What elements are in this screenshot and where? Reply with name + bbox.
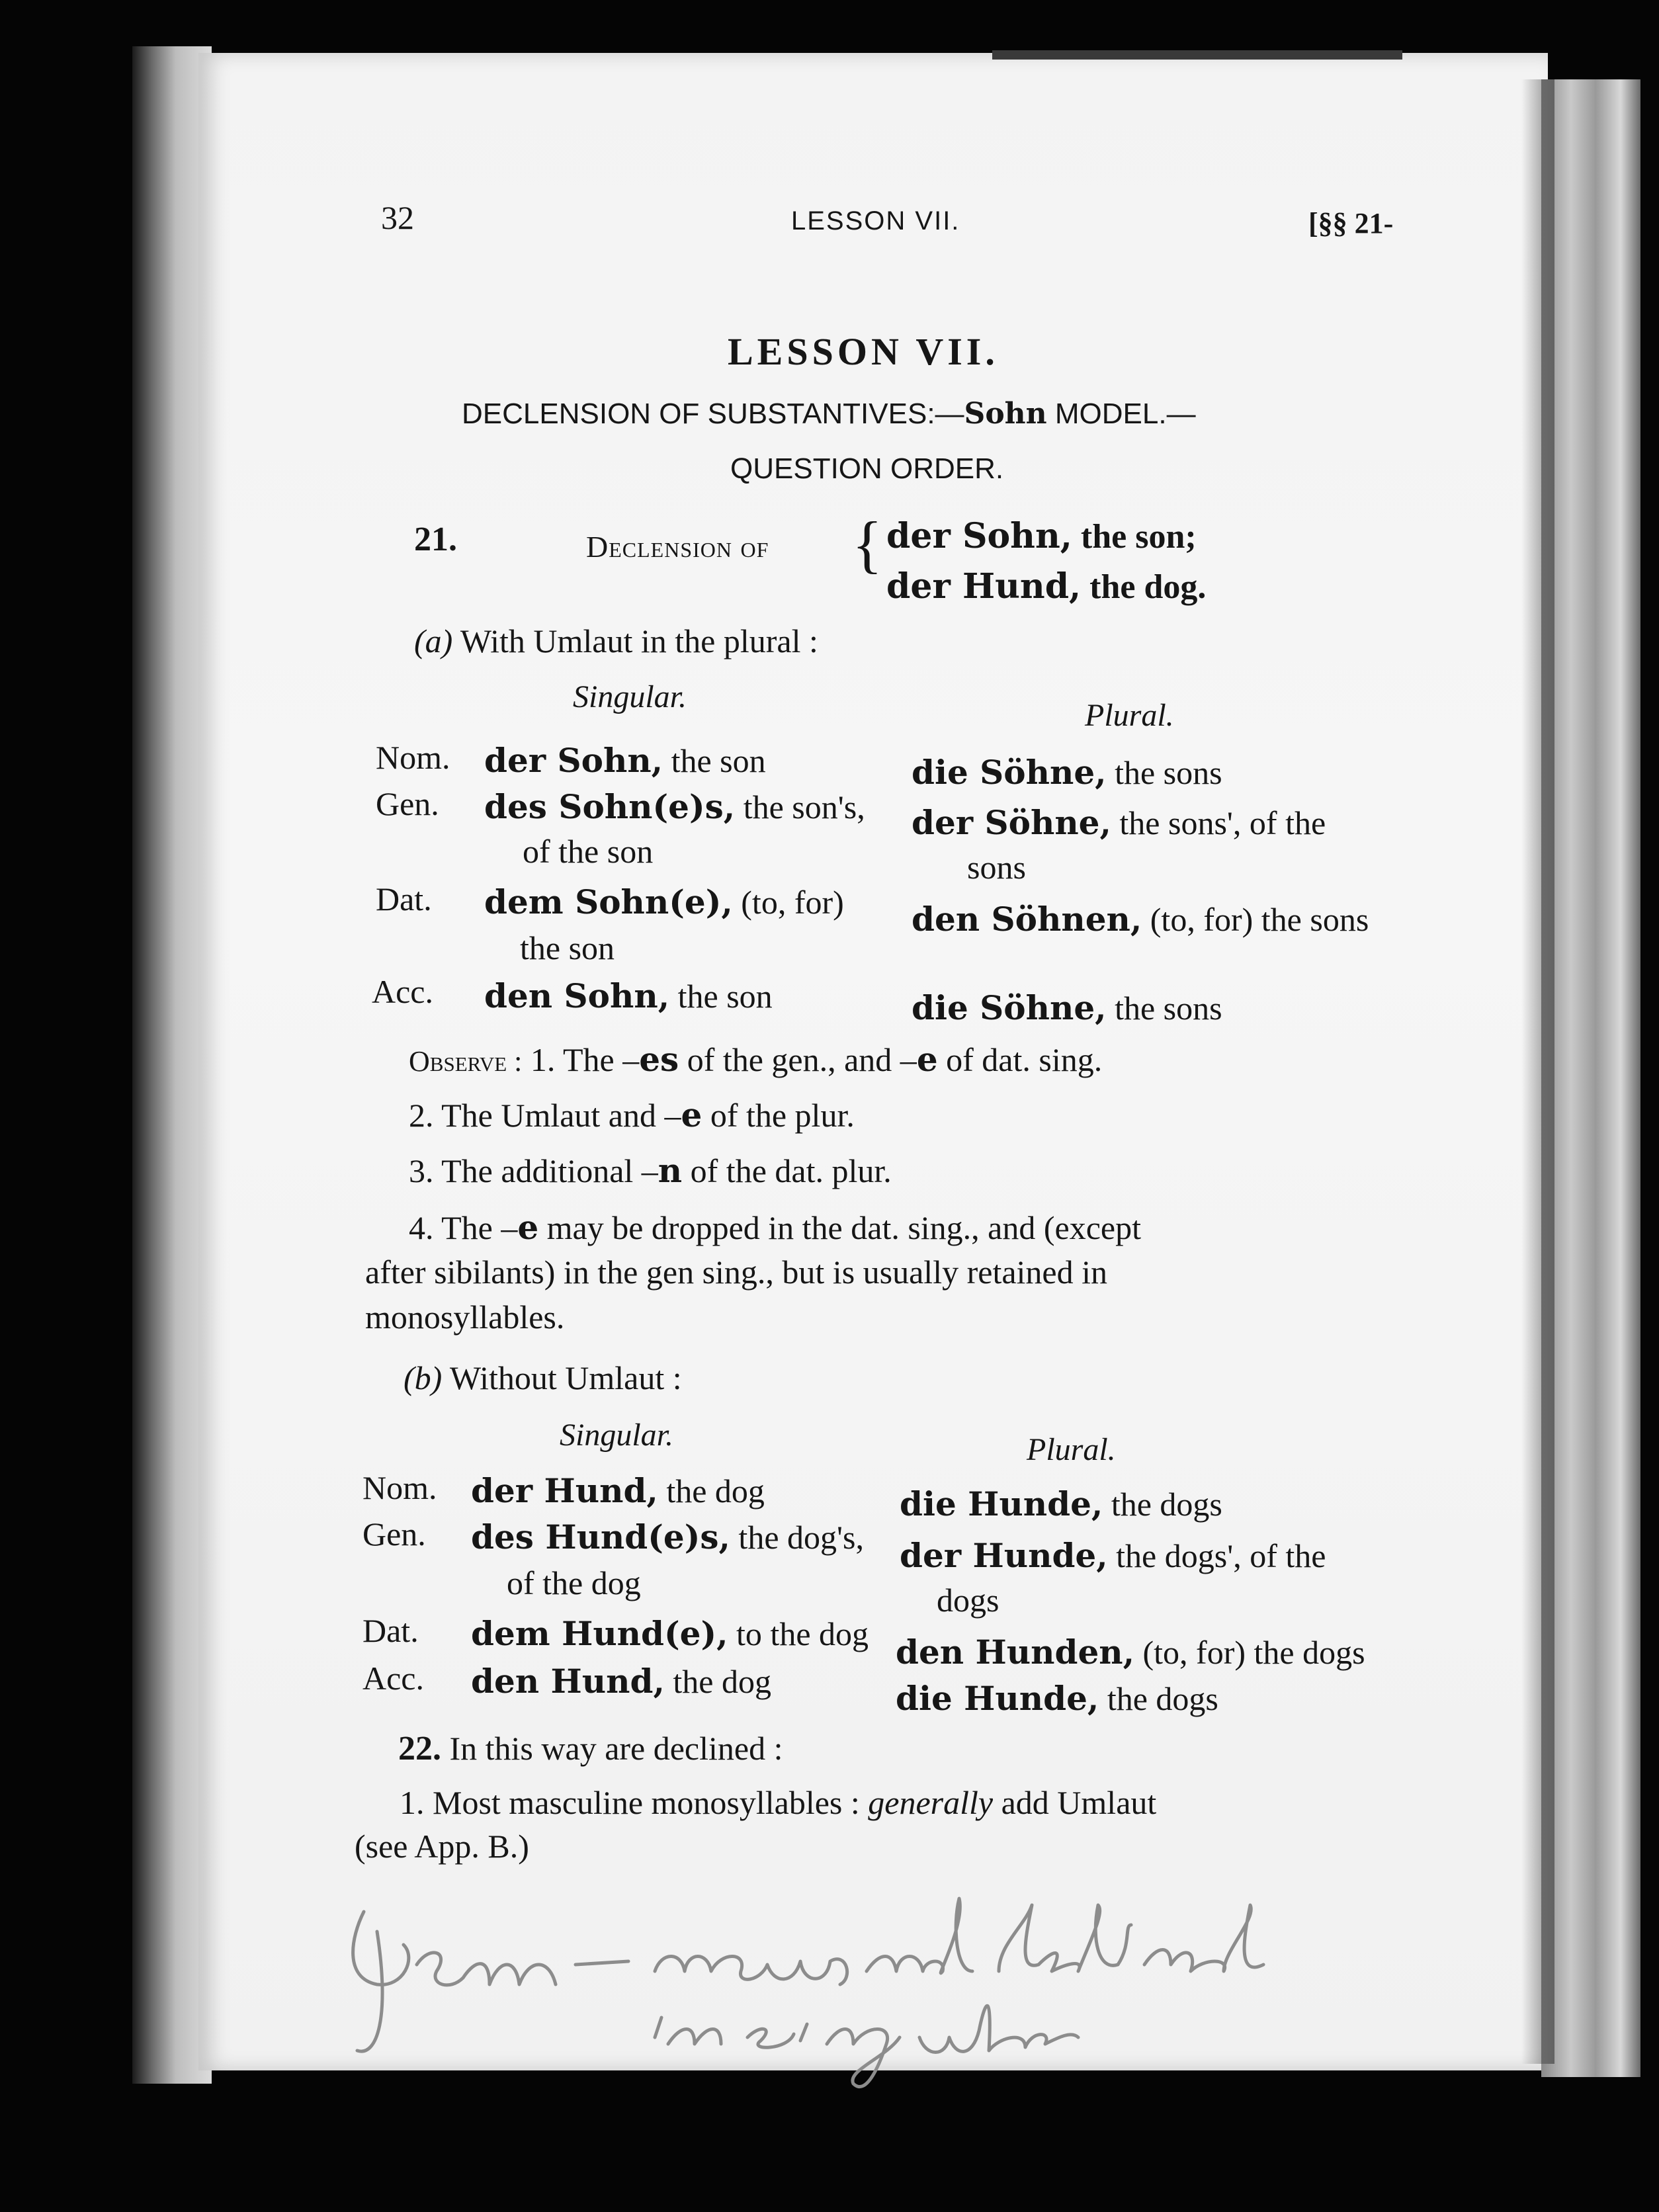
- sg-frak: den Sohn,: [484, 976, 670, 1015]
- section-22-item-1: [400, 1783, 1156, 1822]
- pl-text: the sons', of the: [1111, 804, 1326, 841]
- pl-frak: den Hunden,: [896, 1633, 1135, 1672]
- note-3-text-b: of the dat. plur.: [682, 1152, 892, 1189]
- section-22-text: In this way are declined :: [441, 1730, 783, 1767]
- sg-frak: dem Hund(e),: [471, 1614, 728, 1653]
- note-1-text-c: of dat. sing.: [937, 1041, 1103, 1078]
- section-22-item-1-line2: (see App. B.): [355, 1828, 529, 1865]
- part-a-singular-label: Singular.: [573, 679, 687, 714]
- observe-note-4-line2: after sibilants) in the gen sing., but is usually retained in: [365, 1254, 1107, 1291]
- item-1-text-a: 1. Most masculine monosyllables :: [400, 1784, 869, 1821]
- pl-frak: die Hunde,: [896, 1679, 1099, 1718]
- table-a-singular-cont: of the son: [523, 833, 654, 870]
- part-a-heading: [414, 622, 818, 660]
- text-the-son: the son;: [1072, 518, 1197, 556]
- table-a-case: Gen.: [376, 785, 439, 822]
- pl-text: the dogs: [1103, 1486, 1222, 1523]
- top-edge-shadow: [992, 50, 1402, 60]
- observe-note-4-line3: monosyllables.: [365, 1298, 565, 1336]
- table-b-case: Acc.: [362, 1660, 424, 1697]
- table-a-plural-cont: sons: [967, 849, 1026, 886]
- table-b-singular: [471, 1471, 765, 1510]
- part-b-heading: [404, 1359, 682, 1397]
- pl-frak: der Söhne,: [912, 803, 1111, 842]
- part-b-heading-text: Without Umlaut :: [442, 1359, 682, 1396]
- table-a-case: Nom.: [376, 739, 450, 776]
- note-1-text-a: 1. The –: [530, 1041, 640, 1078]
- table-a-singular: [484, 787, 865, 826]
- pl-text: (to, for) the dogs: [1134, 1634, 1365, 1671]
- page-number: 32: [381, 199, 414, 236]
- sg-frak: des Hund(e)s,: [471, 1517, 730, 1556]
- pl-frak: die Söhne,: [912, 988, 1107, 1027]
- observe-note-2: [409, 1095, 855, 1134]
- table-a-case: Acc.: [372, 973, 433, 1010]
- note-2-text-b: of the plur.: [702, 1097, 855, 1134]
- table-b-plural: [896, 1633, 1365, 1672]
- observe-label: Observe :: [409, 1045, 523, 1078]
- section-21-line1: [886, 516, 1197, 556]
- item-1-text-b: add Umlaut: [993, 1784, 1157, 1821]
- section-22: [398, 1729, 783, 1768]
- pl-text: the dogs: [1099, 1680, 1218, 1717]
- sg-text: the son: [663, 742, 766, 779]
- item-1-italic: generally: [868, 1784, 994, 1821]
- frak-der-hund: der Hund,: [886, 566, 1082, 607]
- sg-text: the dog: [664, 1663, 771, 1700]
- pl-text: the sons: [1106, 990, 1222, 1027]
- sg-frak: der Hund,: [471, 1471, 658, 1510]
- text-the-dog: the dog.: [1081, 568, 1207, 606]
- note-2-frak-e: e: [681, 1095, 702, 1134]
- table-a-plural: [912, 900, 1369, 939]
- subtitle-frak-word: Sohn: [964, 397, 1047, 431]
- table-b-plural: [900, 1484, 1222, 1523]
- running-title: LESSON VII.: [791, 206, 960, 235]
- note-1-frak-es: es: [639, 1040, 679, 1079]
- table-b-plural: [900, 1536, 1326, 1575]
- pl-frak: der Hunde,: [900, 1536, 1108, 1575]
- pl-text: (to, for) the sons: [1142, 901, 1369, 938]
- lesson-subtitle-line2: QUESTION ORDER.: [730, 452, 1004, 485]
- lesson-title: LESSON VII.: [728, 330, 999, 373]
- part-a-label: (a): [414, 622, 453, 659]
- sg-frak: der Sohn,: [484, 741, 663, 780]
- table-a-plural: [912, 753, 1222, 792]
- part-a-plural-label: Plural.: [1085, 698, 1174, 733]
- subtitle-text-b: MODEL.—: [1046, 398, 1196, 430]
- note-3-text-a: 3. The additional –: [409, 1152, 658, 1189]
- table-b-plural: [896, 1679, 1218, 1718]
- table-a-singular-cont: the son: [520, 929, 615, 966]
- table-b-singular: [471, 1614, 869, 1653]
- section-22-number: 22.: [398, 1730, 441, 1767]
- table-a-plural: [912, 988, 1222, 1027]
- handwritten-note-drawing: [337, 1885, 1396, 2104]
- observe-note-4: [409, 1208, 1141, 1247]
- table-a-singular: [484, 976, 773, 1015]
- note-1-frak-e: e: [916, 1040, 938, 1079]
- sg-text: the son's,: [735, 788, 865, 826]
- sg-text: the son: [669, 978, 773, 1015]
- observe-note-3: [409, 1151, 892, 1190]
- page-stack-edge: [1541, 79, 1640, 2077]
- sg-frak: den Hund,: [471, 1662, 665, 1701]
- table-b-singular: [471, 1517, 864, 1556]
- section-21-label: Declension of: [586, 530, 769, 564]
- pl-text: the sons: [1106, 754, 1222, 791]
- brace-symbol: {: [852, 509, 883, 579]
- note-4-text-b: may be dropped in the dat. sing., and (except: [538, 1209, 1141, 1246]
- sg-text: (to, for): [732, 884, 844, 921]
- observe-note-1: [409, 1040, 1102, 1079]
- table-b-plural-cont: dogs: [937, 1582, 1000, 1619]
- part-b-label: (b): [404, 1359, 443, 1396]
- table-a-case: Dat.: [376, 880, 432, 917]
- part-b-plural-label: Plural.: [1027, 1432, 1116, 1467]
- note-3-frak-n: n: [658, 1151, 683, 1190]
- pl-text: the dogs', of the: [1107, 1537, 1326, 1574]
- section-21-number: 21.: [414, 521, 457, 558]
- note-4-frak-e: e: [517, 1208, 539, 1247]
- section-reference: [§§ 21-: [1308, 207, 1394, 239]
- section-21-line2: [886, 566, 1206, 607]
- pl-frak: die Hunde,: [900, 1484, 1103, 1523]
- note-2-text-a: 2. The Umlaut and –: [409, 1097, 681, 1134]
- table-b-singular-cont: of the dog: [507, 1564, 641, 1601]
- subtitle-text-a: DECLENSION OF SUBSTANTIVES:—: [462, 398, 964, 430]
- pl-frak: die Söhne,: [912, 753, 1107, 792]
- sg-text: to the dog: [728, 1615, 869, 1652]
- note-1-text-b: of the gen., and –: [679, 1041, 917, 1078]
- note-4-text-a: 4. The –: [409, 1209, 518, 1246]
- lesson-subtitle-line1: [462, 397, 1196, 431]
- sg-frak: dem Sohn(e),: [484, 882, 733, 921]
- frak-der-sohn: der Sohn,: [886, 516, 1072, 556]
- table-b-case: Nom.: [362, 1469, 437, 1506]
- table-a-singular: [484, 741, 766, 780]
- page-gutter-shadow: [1521, 79, 1554, 2064]
- sg-frak: des Sohn(e)s,: [484, 787, 736, 826]
- sg-text: the dog: [658, 1472, 765, 1510]
- table-a-singular: [484, 882, 844, 921]
- table-a-plural: [912, 803, 1326, 842]
- table-b-case: Dat.: [362, 1612, 419, 1649]
- pl-frak: den Söhnen,: [912, 900, 1142, 939]
- sg-text: the dog's,: [730, 1519, 864, 1556]
- part-a-heading-text: With Umlaut in the plural :: [452, 622, 818, 659]
- table-b-case: Gen.: [362, 1515, 426, 1553]
- part-b-singular-label: Singular.: [560, 1418, 674, 1453]
- table-b-singular: [471, 1662, 771, 1701]
